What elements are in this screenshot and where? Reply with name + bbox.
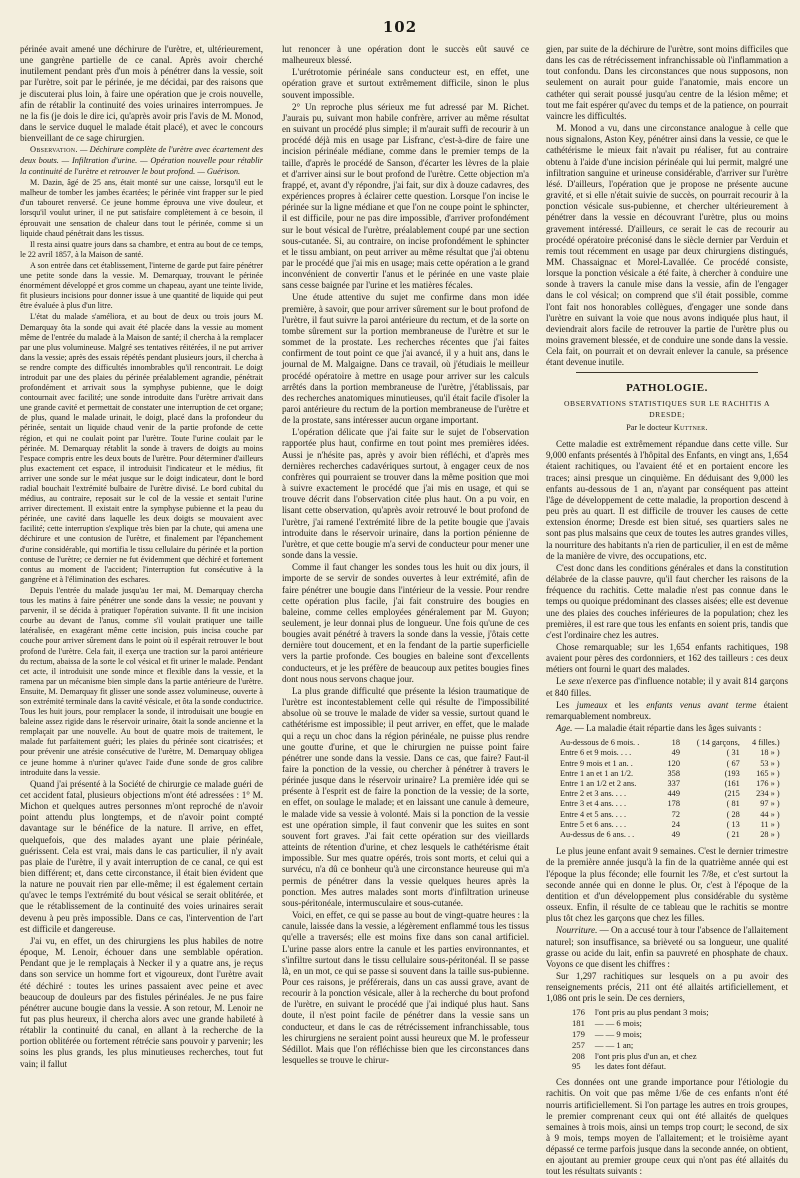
observation-title xyxy=(20,145,263,177)
observation-summary: — Déchirure complète de l'urètre avec écartement des deux bouts. — Infiltration d'urine. — Opération nouvelle pour rétablir la continuité de l'urètre et retrouver le bout profond. — Guérison. xyxy=(20,145,263,176)
paragraph: Quand j'ai présenté à la Société de chirurgie ce malade guéri de cet accident fatal, plusieurs objections m'ont été adressées : 1° M. Michon et quelques autres personnes m'ont reproché de n'avoir point attendu plus longtemps, et de n'avoir point compté davantage sur le bénéfice de la nature. Il arrive, en effet, quelquefois, que des malades ayant une plaie périnéale, guérissent. Cela est vrai, mais dans le cas particulier, il n'y avait pas plaie de l'urètre, il y avait interruption de ce canal, ce qui est bien différent; et, dans cette circonstance, il était bien évident que la nature ne pouvait rien par elle-même; il est également certain qu'avec le temps l'extrémité du bout vésical se serait oblitérée, et que le rétablissement de la continuité des voies urinaires serait devenu à peu près impossible. Dans ce cas, l'intervention de l'art est difficile et dangereuse. xyxy=(20,778,263,934)
paragraph: M. Monod a vu, dans une circonstance analogue à celle que nous signalons, Aston Key, pénétrer ainsi dans la vessie, ce que le cathétérisme le mieux fait n'avait pu réaliser, fut au contraire obtenu à l'aide d'une incision périnéale qui lui permit, malgré une infiltration sanguine et urineuse considérable, d'arriver sur l'urètre lésé. D'ailleurs, l'opération que je propose ne présente aucune gravité, et si elle n'était suivie de succès, on pourrait recourir à la ponction vésicale sus-pubienne, et chercher ultérieurement à pénétrer dans la vessie en découvrant l'urètre, plus ou moins gravement intéressé. D'ailleurs, ce serait le cas de recourir au procédé opératoire préconisé dans le siècle dernier par Verduin et remis tout récemment en usage par deux chirurgiens distingués, MM. Chassaignac et Morel-Lavallée. Ce procédé consiste, lorsque la ponction vésicale a été faite, à chercher à conduire une sonde à travers la canule mise dans la vessie, afin de l'engager dans le col vésical; on comprend que s'il était possible, comme l'ont fait nos honorables collègues, d'engager une sonde dans l'urètre en suivant la voie que nous avons indiquée plus haut, il deviendrait alors facile de retrouver la partie de l'urètre plus ou moins gravement blessée, et de conduire une sonde dans la vessie. Cela fait, on pourrait et on devrait enlever la canule, sa présence étant devenue inutile. xyxy=(546,123,788,368)
nursing-count: 257 xyxy=(572,1039,585,1050)
text-run: — On a accusé tour à tour l'absence de l'allaitement naturel; son insuffisance, sa brièveté ou sa longueur, une qualité grasse ou acide du lait, enfin sa pauvreté en phosphate de chaux. Voyons ce que disent les chiffres : xyxy=(546,925,788,969)
girls-count: 234 » ) xyxy=(756,789,780,799)
age-table xyxy=(560,738,783,840)
girls-count: 18 » ) xyxy=(760,748,780,758)
observation-label: Observation. xyxy=(30,145,78,155)
age-count: 49 xyxy=(671,830,680,840)
age-count: 24 xyxy=(671,819,680,829)
paragraph: A son entrée dans cet établissement, l'interne de garde put faire pénétrer une petite sonde dans la vessie. M. Demarquay, trouvant le périnée énormément développé et gros comme un chapeau, ayant une teinte livide, fit plusieurs incisions pour donner issue à une quantité de liquide qui peut être évaluée à plus d'un litre. xyxy=(20,260,263,311)
paragraph: Il resta ainsi quatre jours dans sa chambre, et entra au bout de ce temps, le 22 avril 1857, à la Maison de santé. xyxy=(20,239,263,259)
age-label: Entre 4 et 5 ans. . . . xyxy=(560,809,627,819)
boys-count: ( 31 xyxy=(726,748,740,758)
table-row xyxy=(560,769,783,779)
nursing-duration: l'ont pris plus d'un an, et chez xyxy=(594,1050,697,1061)
text-run: et les xyxy=(607,699,647,710)
table-row xyxy=(560,830,783,840)
text-run-italic: Nourriture. xyxy=(556,925,598,936)
text-run-italic: jumeaux xyxy=(576,699,608,710)
byline-prefix: Par le docteur xyxy=(626,423,674,432)
boys-count: (193 xyxy=(724,768,740,778)
age-label: Entre 1 an 1/2 et 2 ans. xyxy=(560,779,637,789)
boys-count: (161 xyxy=(724,779,740,789)
age-label: Au-dessus de 6 ans. . . xyxy=(560,830,635,840)
text-run-italic: enfants venus avant terme xyxy=(646,699,757,710)
nursing-count: 95 xyxy=(572,1061,581,1072)
nursing-count: 208 xyxy=(572,1050,585,1061)
paragraph: Ces données ont une grande importance pour l'étiologie du rachitis. On voit que pas même 1/6e de ces enfants n'ont été nourris artificiellement. Si l'on partage les autres en trois groupes, le premier comprenant ceux qui ont été allaités de quelques semaines à trois mois, ainsi un temps trop court; le second, de six à 9 mois, temps moyen de l'allaitement; et le troisième ayant dépassé ce terme parfois jusque dans la seconde année, on obtient, en ajoutant au premier groupe ceux qui n'ont pas été allaités du tout les résultats suivants : xyxy=(546,1077,788,1177)
paragraph: périnée avait amené une déchirure de l'urètre, et, ultérieurement, une gangrène partielle de ce canal. Après avoir cherché inutilement pendant près d'un mois à pénétrer dans la vessie, soit par l'urètre, soit par le périnée, je me décidai, par des raisons que je discuterai plus loin, à faire une opération que je crois nouvelle, afin de rétablir la continuité des voies urinaires interrompues. Je ne la fis (je dois le dire ici, qu'après avoir pris l'avis de M. Monod, dans le service duquel le malade était placé), et avec le concours bienveillant de ce sage chirurgien. xyxy=(20,44,263,144)
author-name: Kuttner. xyxy=(673,423,708,432)
table-row xyxy=(560,779,783,789)
column-right xyxy=(546,44,789,1177)
text-run-italic: sexe xyxy=(568,676,584,687)
girls-count: 53 » ) xyxy=(760,758,780,768)
paragraph: 2° Un reproche plus sérieux me fut adressé par M. Richet. J'aurais pu, suivant mon habile confrère, arriver au même résultat en suivant un procédé plus simple; il m'aurait suffi de recourir à un procédé déjà mis en usage par Lisfranc, c'est-à-dire de faire une incision périnéale médiane, comme dans le premier temps de la taille, d'après le procédé de Sanson, d'écarter les lèvres de la plaie et d'arriver ainsi sur le bout profond de l'urètre. Cette objection m'a frappé, et, avant d'y répondre, j'ai fait, sur dix à douze cadavres, des expériences propres à éclairer cette question. Lorsque l'on incise le périnée sur la ligne médiane et que l'on ne coupe point le sphincter, il est difficile, pour ne pas dire impossible, d'arriver profondément sur le bout vésical de l'urètre, préalablement coupé par une section sous-cutanée. Si, au contraire, on incise profondément le sphincter et le tissu ambiant, on peut arriver au même résultat que j'ai obtenu par le procédé que j'ai mis en usage; mais cette opération a le grand inconvénient de convertir l'anus et le périnée en une vaste plaie sans cesse baignée par l'urine et les matières fécales. xyxy=(282,101,529,291)
age-count: 49 xyxy=(671,748,680,758)
paragraph: La plus grande difficulté que présente la lésion traumatique de l'urètre est incontestablement celle qui résulte de l'impossibilité absolue où se trouve le malade de vider sa vessie, surtout quand le cathétérisme est impossible; il peut arriver, en effet, que le malade qui a reçu un choc dans la région périnéale, ne puisse plus rendre une goutte d'urine, et que le chirurgien ne puisse point faire pénétrer une sonde dans la vessie. Dans ce cas, que faire? Faut-il faire la ponction de la vessie, ou chercher à pénétrer à travers le périnée jusque dans le réservoir urinaire? La première idée qui se présente à l'esprit est de faire la ponction de la vessie; de la sorte, en effet, on soulage le malade; et en laissant une canule à demeure, le malade vide sa vessie à volonté. Mais si la ponction de la vessie est une opération simple, il faut convenir que les suites en sont souvent fort graves. J'ai fait cette opération sur des vieillards atteints de rétention d'urine, et chez lesquels le cathétérisme était impossible. Sur mes quatre opérés, trois sont morts, et celui qui a survécu, n'a dû ce bonheur qu'à une circonstance heureuse qui m'a permis de pénétrer dans la vessie quelques heures après la ponction. Mes autres malades sont morts d'infiltration urineuse sous-péritonéale, intermusculaire et sous-cutanée. xyxy=(282,685,529,908)
column-middle xyxy=(282,44,529,1115)
nursing-duration: les dates font défaut. xyxy=(594,1061,667,1072)
table-row xyxy=(572,1040,719,1051)
table-row xyxy=(560,759,783,769)
age-count: 18 xyxy=(671,738,680,748)
nursing-count: 176 xyxy=(572,1007,585,1018)
text-run: Les xyxy=(556,699,577,710)
table-row xyxy=(560,789,783,799)
table-row xyxy=(572,1007,719,1018)
age-label: Entre 9 mois et 1 an. . xyxy=(560,758,633,768)
nursing-table xyxy=(572,1007,719,1072)
paragraph xyxy=(546,676,788,698)
boys-count: ( 28 xyxy=(726,809,740,819)
nursing-duration: — — 6 mois; xyxy=(594,1018,642,1029)
boys-count: ( 67 xyxy=(726,758,740,768)
girls-count: 4 filles.) xyxy=(751,738,780,748)
paragraph: Cette maladie est extrêmement répandue dans cette ville. Sur 9,000 enfants présentés à l'hôpital des Enfants, en vingt ans, 1,654 étaient rachitiques, ou l'avaient été et en portaient encore les traces; ainsi presque un cinquième. En déduisant des 9,000 les enfants au-dessous de 1 an, n'ayant par conséquent pas atteint l'âge de développement de cette maladie, la proportion descend à peu près au quart. Il est difficile de trouver les causes de cette extension énorme; Dresde est bien situé, ses quartiers sales ne sont pas plus malsains que ceux de toutes les autres grandes villes, la nourriture des habitants n'a rien de particulier, il en est de même de la manière de vivre, des occupations, etc. xyxy=(546,439,788,561)
paragraph: Depuis l'entrée du malade jusqu'au 1er mai, M. Demarquay chercha tous les matins à faire pénétrer une sonde dans la vessie; ne pouvant y parvenir, il se décida à pratiquer l'opération suivante. Il fit une incision courbe au devant de l'anus, comme s'il voulait pratiquer une taille latéralisée, en exagérant même cette incision, puis incisa couche par couche pour arriver sûrement dans le point où il espérait retrouver le bout profond de l'urètre. Cela fait, il exerça une traction sur la paroi antérieure du rectum, abaissa de la sorte le col vésical et fit uriner le malade. Pendant cet acte, il introduisit une sonde mince et flexible dans la vessie, et la ramena par un mécanisme bien simple dans la partie antérieure de l'urètre. Ensuite, M. Demarquay fit glisser une sonde assez volumineuse, ouverte à son extrémité terminale dans la cavité vésicale, et ôta la sonde conductrice. Tous les huit jours, pour remplacer la sonde, il introduisait une bougie en baleine assez rigide dans le réservoir urinaire, ôtait la sonde ancienne et la remplaçait par une nouvelle. Au bout de quatre mois de traitement, le malade fut parfaitement guéri; les plaies du périnée sont cicatrisées; et pour prévenir une atrésie consécutive de l'urètre, M. Demarquay obligea ce jeune homme à n'uriner qu'avec l'aide d'une sonde de gros calibre introduite dans la vessie. xyxy=(20,585,263,777)
age-label: Entre 3 et 4 ans. . . . xyxy=(560,799,627,809)
nursing-count: 179 xyxy=(572,1029,585,1040)
age-label: Entre 5 et 6 ans. . . . xyxy=(560,819,627,829)
paragraph: Sur 1,297 rachitiques sur lesquels on a pu avoir des renseignements précis, 211 ont été allaités artificiellement, et 1,086 ont pris le sein. De ces derniers, xyxy=(546,970,788,1004)
table-row xyxy=(572,1029,719,1040)
girls-count: 11 » ) xyxy=(760,819,780,829)
age-label: Entre 2 et 3 ans. . . . xyxy=(560,789,627,799)
girls-count: 165 » ) xyxy=(756,768,780,778)
boys-count: ( 21 xyxy=(726,830,740,840)
table-row xyxy=(572,1018,719,1029)
section-title: PATHOLOGIE. xyxy=(626,381,708,394)
paragraph: Comme il faut changer les sondes tous les huit ou dix jours, il importe de se servir de sondes ouvertes à leur extrémité, afin de faire pénétrer une bougie dans l'intérieur de la vessie. Pour rendre cette opération plus facile, j'ai fait construire des bougies en baleine, comme celles employées généralement par M. Guyon; seulement, je leur donnai plus de longueur. Une fois qu'une de ces bougies avait pénétré à travers la sonde dans la vessie, j'ôtais cette dernière tout doucement, et en la fendant de la partie superficielle vers la partie profonde. Ces bougies en baleine sont d'excellents conducteurs, et je les préfère de beaucoup aux petites bougies fines dont nous nous servons chaque jour. xyxy=(282,562,529,684)
nursing-count: 181 xyxy=(572,1018,585,1029)
page-number: 102 xyxy=(382,18,418,36)
age-label: Entre 6 et 9 mois. . . . xyxy=(560,748,632,758)
paragraph: Le plus jeune enfant avait 9 semaines. C'est le dernier trimestre de la première année jusqu'à la fin de la quatrième année qui est l'époque la plus féconde; elle fournit les 7/8e, et c'est surtout la seconde année qui en donne le plus. Or, c'est à l'époque de la dentition et d'un développement plus considérable du système osseux. Enfin, il résulte de ce tableau que le rachitis se montre plus tôt chez les garçons que chez les filles. xyxy=(546,846,788,924)
paragraph xyxy=(546,723,788,734)
table-row xyxy=(572,1061,719,1072)
girls-count: 44 » ) xyxy=(760,809,780,819)
article-title: OBSERVATIONS STATISTIQUES SUR LE RACHITIS A DRESDE; xyxy=(563,398,771,419)
nursing-duration: l'ont pris au plus pendant 3 mois; xyxy=(594,1007,709,1018)
table-row xyxy=(560,810,783,820)
age-label: Au-dessous de 6 mois. . xyxy=(560,738,640,748)
age-count: 449 xyxy=(667,789,680,799)
paragraph: C'est donc dans les conditions générales et dans la constitution délabrée de la classe pauvre, qu'il faut chercher les raisons de la fréquence du rachitis. Cette maladie n'est pas connue dans le temps ou quoique prédominant des classes aisées; elle est devenue une des plaies des couches inférieures de la population; chez les premières, il est rare que tous les enfants en soient pris, tandis que c'est l'ordinaire chez les autres. xyxy=(546,562,788,640)
paragraph: gien, par suite de la déchirure de l'urètre, sont moins difficiles que dans les cas de rétrécissement infranchissable où l'inflammation a tout confondu. Dans les circonstances que nous supposons, non seulement on aurait pour guide l'anatomie, mais encore un cathéter qui serait poussé jusqu'au centre de la lésion même; et tout me fait espérer qu'avec du temps et de la patience, on pourrait vaincre les difficultés. xyxy=(546,44,788,121)
boys-count: (215 xyxy=(724,789,740,799)
boys-count: ( 14 garçons, xyxy=(696,738,740,748)
text-run-italic: Age. xyxy=(556,723,573,734)
age-count: 72 xyxy=(671,809,680,819)
byline xyxy=(546,422,788,433)
table-row xyxy=(560,748,783,758)
boys-count: ( 81 xyxy=(726,799,740,809)
table-row xyxy=(560,820,783,830)
paragraph xyxy=(546,700,788,722)
text-run: étaient remarquablement nombreux. xyxy=(546,699,789,721)
text-run: n'exerce pas d'influence notable; il y avait 814 garçons et 840 filles. xyxy=(546,676,788,698)
nursing-duration: — — 9 mois; xyxy=(594,1029,642,1040)
girls-count: 28 » ) xyxy=(760,830,780,840)
table-row xyxy=(560,799,783,809)
paragraph: L'état du malade s'améliora, et au bout de deux ou trois jours M. Demarquay ôta la sonde qui avait été placée dans la vessie au moment même de l'entrée du malade à la Maison de santé; il chercha à la remplacer par une plus volumineuse. Malgré ses tentatives réitérées, il ne put arriver dans la vessie; après des essais répétés pendant plusieurs jours, il chercha à se rendre compte des difficultés innombrables qu'il rencontrait. Le doigt introduit par une des plaies du périnée préalablement agrandie, pénétrait profondément et arrivait sous la symphyse pubienne, que le doigt contournait avec facilité; une sonde introduite dans l'urètre arrivait dans une grande cavité et permettait de constater une interruption de cet organe; de plus, quand le malade urinait, le doigt, placé dans la profondeur du périnée, sentait un liquide chaud venir de la partie profonde de cette région, et qui ne coulait point par l'urètre. Toute l'urine coulait par le périnée. M. Demarquay rétablit la sonde à travers de doigts au moins l'espace compris entre les deux bouts de l'urètre. Pour déterminer d'ailleurs plus exactement cet espace, il introduisit l'indicateur et le médius, fit arriver une sonde sur le méat jusque sur le doigt indicateur, dont le bord radial bouchait l'extrémité bulbaire de l'urètre divisé. Le bord cubital du médius, au contraire, reposait sur le col de la vessie et sentait l'urine arriver directement. Il existait entre la symphyse pubienne et la peau du périnée, une cavité dans laquelle les deux doigts se mouvaient avec facilité; cette interruption s'explique très bien par la chute, qui amena une déchirure et une contusion de l'urètre, et finalement par l'épanchement d'urine considérable, qui mortifia le tissu cellulaire du périnée et la portion contuse de l'urètre; ce dernier ne fut évidemment que déchiré et fortement contus au moment de l'accident; l'interruption fut consécutive à la gangrène et à l'élimination des eschares. xyxy=(20,312,263,584)
age-count: 358 xyxy=(667,768,680,778)
age-count: 337 xyxy=(667,779,680,789)
paragraph: Une étude attentive du sujet me confirme dans mon idée première, à savoir, que pour arriver sûrement sur le bout profond de l'urètre, il faut suivre la paroi antérieure du rectum, et de la sorte on tombe sûrement sur la portion membraneuse de l'urètre et sur le sommet de la prostate. Les recherches récentes que j'ai faites confirment de tout point ce que j'ai avancé, il y a huit ans, dans le journal de M. Malgaigne. Dans ce travail, où j'étudiais le meilleur procédé opératoire à mettre en usage pour arriver sur les calculs arrêtés dans la portion membraneuse de l'urètre, j'établissais, par des recherches anatomiques minutieuses, qu'il était facile d'isoler la paroi antérieure du rectum de la portion membraneuse de l'urètre et de la prostate, sans intéresser aucun organe important. xyxy=(282,292,529,426)
column-left xyxy=(20,44,263,1115)
nursing-duration: — — 1 an; xyxy=(594,1039,634,1050)
paragraph: M. Dazin, âgé de 25 ans, était monté sur une caisse, lorsqu'il eut le malheur de tomber les jambes écartées; le périnée vint frapper sur le pied d'un tabouret renversé. Ce jeune homme éprouva une vive douleur, et lorsqu'il voulut uriner, il ne put satisfaire complètement à ce besoin, il éprouvait une sensation de chaleur dans tout le périnée, comme si un liquide chaud pénétrait dans les tissus. xyxy=(20,178,263,238)
paragraph: L'opération délicate que j'ai faite sur le sujet de l'observation rapportée plus haut, confirme en tout point mes premières idées. Aussi je n'hésite pas, après y avoir bien réfléchi, et d'après mes dernières recherches cadavériques surtout, à engager ceux de nos confrères qui pourraient se trouver dans la même position que moi à suivre exactement le procédé que j'ai mis en usage, et qui se trouve décrit dans l'observation citée plus haut. On a pu voir, en lisant cette observation, qu'après avoir retrouvé le bout profond de l'urètre, j'ai ramené l'extrémité libre de la petite bougie que j'avais introduite dans le réservoir urinaire, dans la portion pénienne de l'urètre, et que cette bougie m'a servi de conducteur pour mener une sonde dans la vessie. xyxy=(282,427,529,561)
boys-count: ( 13 xyxy=(726,819,740,829)
girls-count: 97 » ) xyxy=(760,799,780,809)
section-rule xyxy=(576,372,758,373)
text-run: — La maladie était répartie dans les âges suivants : xyxy=(572,723,762,734)
paragraph xyxy=(546,925,788,970)
table-row xyxy=(560,738,783,748)
girls-count: 176 » ) xyxy=(756,779,780,789)
table-row xyxy=(572,1051,719,1062)
paragraph: J'ai vu, en effet, un des chirurgiens les plus habiles de notre époque, M. Lenoir, échouer dans une semblable opération. Pendant que je le remplaçais à Necker il y a quatre ans, je reçus dans son service un homme fort et vigoureux, dont l'urètre avait été déchiré : toutes les urines passaient avec peine et avec beaucoup de douleurs par des fistules périnéales. Je ne pus faire pénétrer aucune bougie dans la vessie. A son retour, M. Lenoir ne fut pas plus heureux, il chercha alors avec une grande habileté à rétablir la continuité du canal, en allant à la recherche de la portion oblitérée ou fortement rétrécie sans pouvoir y parvenir; les soins les plus grands, les plus minutieuses recherches, tout fut vain; il fallut xyxy=(20,935,263,1069)
paragraph: Voici, en effet, ce qui se passe au bout de vingt-quatre heures : la canule, laissée dans la vessie, a légèrement enflammé tous les tissus qu'elle a traversés; elle est moins fixe dans son canal artificiel. L'urine passe alors entre la canule et les parties environnantes, et s'infiltre surtout dans le tissu cellulaire sous-péritonéal. Il se passe là, en un mot, ce qui se passe si souvent dans la taille sus-pubienne. Pour ces raisons, je préférerais, dans un cas aussi grave, avant de recourir à la ponction vésicale, aller à la recherche du bout profond de l'urètre, en suivant le procédé que j'ai indiqué plus haut. Sans doute, il n'est point facile de pénétrer dans la vessie sans un conducteur, et dans le cas de rétrécissement infranchissable, tous les chirurgiens ne seraient point aussi heureux que M. le professeur Sédillot. Mais que l'on réfléchisse bien que les circonstances dans lesquelles se trouve le chirur- xyxy=(282,910,529,1066)
text-run: Le xyxy=(556,676,569,687)
paragraph: Chose remarquable; sur les 1,654 enfants rachitiques, 198 avaient pour pères des cordonniers, et 162 des tailleurs : ces deux métiers ont fourni le quart des malades. xyxy=(546,641,788,675)
paragraph: L'urétrotomie périnéale sans conducteur est, en effet, une opération grave et surtout extrêmement difficile, sinon le plus souvent impossible. xyxy=(282,67,529,100)
age-count: 120 xyxy=(667,758,680,768)
age-label: Entre 1 an et 1 an 1/2. xyxy=(560,768,634,778)
paragraph: lut renoncer à une opération dont le succès eût sauvé ce malheureux blessé. xyxy=(282,44,529,66)
age-count: 178 xyxy=(667,799,680,809)
